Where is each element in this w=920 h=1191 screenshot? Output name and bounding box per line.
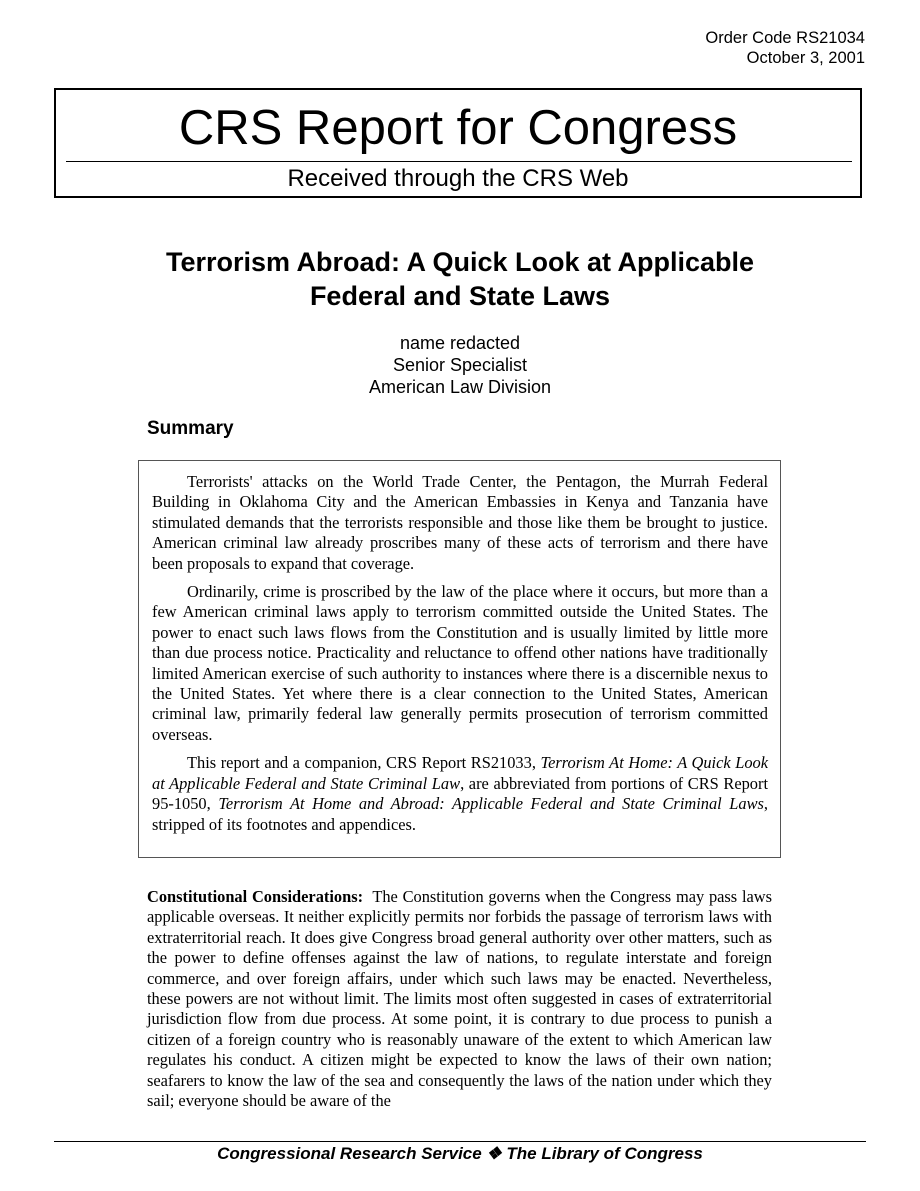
footer-text: Congressional Research Service ❖ The Library of Congress bbox=[217, 1144, 703, 1163]
report-banner bbox=[54, 88, 862, 198]
summary-text: , stripped of its footnotes and appendices. bbox=[152, 794, 769, 834]
author-division: American Law Division bbox=[368, 377, 552, 397]
order-info bbox=[705, 28, 865, 68]
author-block bbox=[0, 332, 920, 398]
banner-rule bbox=[66, 161, 852, 162]
section-heading: Constitutional Considerations: bbox=[147, 887, 364, 906]
summary-paragraph bbox=[152, 753, 768, 835]
order-code: Order Code RS21034 bbox=[705, 29, 865, 47]
summary-box bbox=[138, 460, 781, 858]
constitutional-section bbox=[147, 887, 772, 1111]
footer-rule bbox=[54, 1141, 866, 1142]
summary-heading: Summary bbox=[147, 418, 234, 439]
companion-report-title: Terrorism At Home: A Quick Look at Applicable Federal and State Criminal Law bbox=[152, 753, 769, 793]
summary-paragraph: Terrorists' attacks on the World Trade Center, the Pentagon, the Murrah Federal Building in Oklahoma City and the American Embassies in Kenya and Tanzania have stimulated demands that the terrorists responsible and those like them be brought to justice. American criminal law already proscribes many of these acts of terrorism and there have been proposals to expand that coverage. bbox=[152, 472, 768, 573]
document-title: Terrorism Abroad: A Quick Look at Applicable Federal and State Laws bbox=[165, 247, 755, 311]
author-name: name redacted bbox=[399, 333, 521, 353]
section-text: The Constitution governs when the Congress may pass laws applicable overseas. It neither explicitly permits nor forbids the passage of terrorism laws with extraterritorial reach. It does give Congress broad general authority over other matters, such as the power to define offenses against the law of nations, to regulate interstate and foreign commerce, and over foreign affairs, under which such laws may be enacted. Nevertheless, these powers are not without limit. The limits most often suggested in cases of extraterritorial jurisdiction flow from due process. At some point, it is contrary to due process to punish a citizen of a foreign country who is reasonably unaware of the extent to which American law regulates his conduct. A citizen might be expected to know the laws of their own nation; seafarers to know the law of the sea and consequently the laws of the nation under which they sail; everyone should be aware of the bbox=[147, 887, 772, 1111]
banner-title: CRS Report for Congress bbox=[178, 101, 738, 155]
source-report-title: Terrorism At Home and Abroad: Applicable Federal and State Criminal Laws bbox=[218, 794, 764, 814]
author-position: Senior Specialist bbox=[392, 355, 528, 375]
report-date: October 3, 2001 bbox=[746, 49, 865, 67]
summary-text: This report and a companion, CRS Report RS21033, bbox=[187, 753, 541, 773]
summary-paragraph: Ordinarily, crime is proscribed by the law of the place where it occurs, but more than a few American criminal laws apply to terrorism committed outside the United States. The power to enact such laws flows from the Constitution and is usually limited by little more than due process notice. Practicality and reluctance to offend other nations have traditionally limited American exercise of such authority to instances where there is a discernible nexus to the United States. Yet where there is a clear connection to the United States, American criminal law, primarily federal law generally permits prosecution of terrorism committed overseas. bbox=[152, 582, 768, 744]
summary-text: , are abbreviated from portions of CRS Report 95-1050, bbox=[152, 773, 768, 814]
banner-subtitle: Received through the CRS Web bbox=[287, 165, 629, 192]
